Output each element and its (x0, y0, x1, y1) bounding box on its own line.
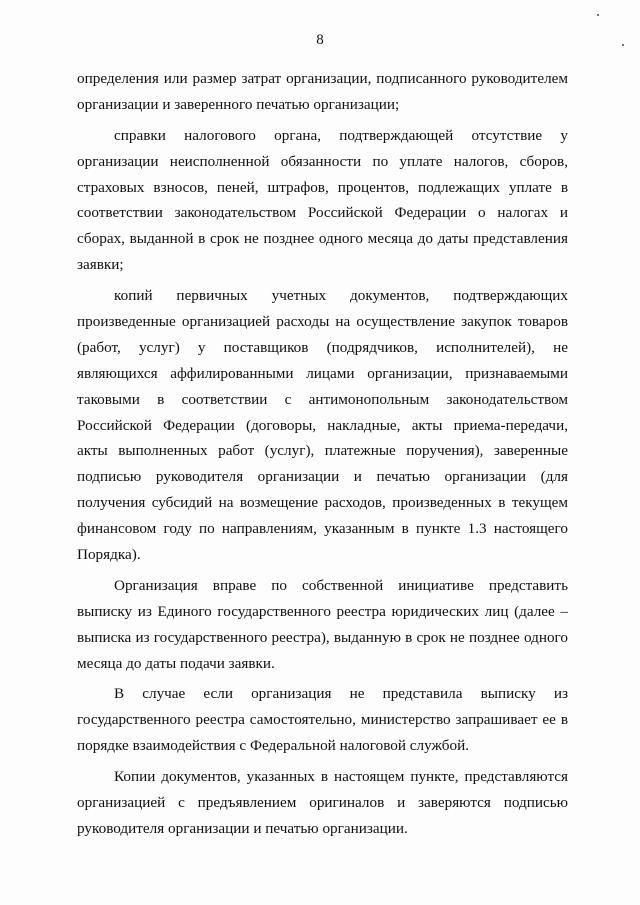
text-line: порядке взаимодействия с Федеральной налоговой службой. (77, 737, 470, 755)
document-body (77, 66, 568, 842)
text-line: сборах, выданной в срок не позднее одного месяца до даты представления (77, 230, 568, 248)
text-line: таковыми в соответствии с антимонопольным законодательством (77, 390, 568, 408)
text-line: определения или размер затрат организации, подписанного руководителем (77, 70, 568, 87)
text-line: заявки; (77, 256, 124, 274)
text-line: В случае если организация не представила выписку из (114, 685, 568, 703)
text-line: организации неисполненной обязанности по уплате налогов, сборов, (77, 152, 568, 170)
text-line: государственного реестра самостоятельно, министерство запрашивает ее в (77, 711, 568, 729)
text-line: выписка из государственного реестра), выданную в срок не позднее одного (77, 628, 568, 646)
text-line: руководителя организации и печатью организации. (77, 819, 408, 837)
text-line: являющихся аффилированными лицами организации, признаваемыми (77, 364, 568, 382)
paragraph (77, 681, 568, 759)
text-line: организацией с предъявлением оригиналов и заверяются подписью (77, 794, 568, 812)
text-line: получения субсидий на возмещение расходов, произведенных в текущем (77, 494, 568, 512)
text-line: акты выполненных работ (услуг), платежные поручения), заверенные (77, 442, 568, 460)
text-line: выписку из Единого государственного реестра юридических лиц (далее – (77, 602, 568, 620)
text-line: Копии документов, указанных в настоящем пункте, представляются (114, 768, 568, 786)
paragraph (77, 123, 568, 278)
text-line: (работ, услуг) у поставщиков (подрядчиков, исполнителей), не (77, 338, 568, 356)
text-line: Организация вправе по собственной инициативе представить (114, 576, 568, 594)
text-line: соответствии законодательством Российской Федерации о налогах и (77, 204, 568, 222)
paragraph (77, 66, 568, 118)
text-line: подписью руководителя организации и печатью организации (для (77, 468, 568, 486)
text-line: финансовом году по направлениям, указанным в пункте 1.3 настоящего (77, 520, 568, 538)
text-line: справки налогового органа, подтверждающей отсутствие у (114, 126, 568, 144)
paragraph (77, 283, 568, 568)
paragraph (77, 573, 568, 677)
paragraph (77, 764, 568, 842)
text-line: копий первичных учетных документов, подтверждающих (114, 287, 568, 305)
text-line: месяца до даты подачи заявки. (77, 654, 275, 672)
page-number: 8 (316, 32, 324, 48)
scan-speck (622, 44, 624, 46)
scan-speck (597, 14, 599, 16)
text-line: произведенные организацией расходы на осуществление закупок товаров (77, 313, 568, 331)
text-line: организации и заверенного печатью организации; (77, 95, 400, 113)
text-line: Российской Федерации (договоры, накладные, акты приема-передачи, (77, 416, 568, 434)
text-line: Порядка). (77, 546, 141, 564)
text-line: страховых взносов, пеней, штрафов, процентов, подлежащих уплате в (77, 178, 568, 196)
